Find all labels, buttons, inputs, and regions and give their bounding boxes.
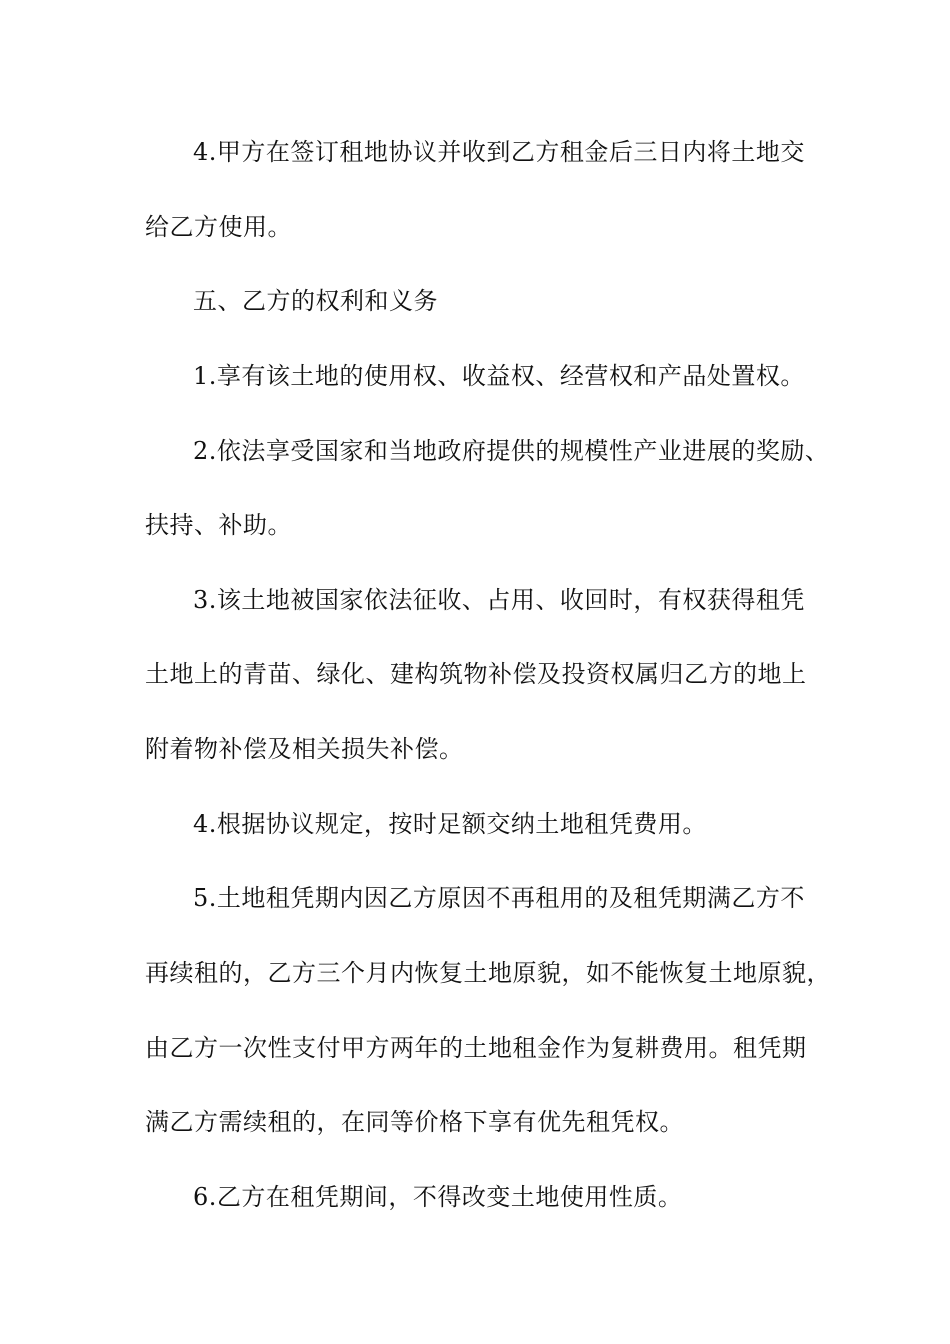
clause-2-line-1: 2.依法享受国家和当地政府提供的规模性产业进展的奖励、: [193, 437, 830, 465]
clause-4-line-2: 给乙方使用。: [145, 213, 292, 241]
clause-6-line-1: 6.乙方在租凭期间，不得改变土地使用性质。: [193, 1183, 683, 1211]
clause-4-line-1: 4.甲方在签订租地协议并收到乙方租金后三日内将土地交: [193, 138, 805, 166]
clause-1-line-1: 1.享有该土地的使用权、收益权、经营权和产品处置权。: [193, 362, 805, 390]
clause-3-line-1: 3.该土地被国家依法征收、占用、收回时，有权获得租凭: [193, 586, 805, 614]
clause-3-line-3: 附着物补偿及相关损失补偿。: [145, 735, 464, 763]
section-heading: 五、乙方的权利和义务: [193, 287, 438, 315]
clause-5-line-4: 满乙方需续租的，在同等价格下享有优先租凭权。: [145, 1108, 684, 1136]
clause-4b-line-1: 4.根据协议规定，按时足额交纳土地租凭费用。: [193, 810, 707, 838]
clause-2-line-2: 扶持、补助。: [145, 511, 292, 539]
clause-5-line-2: 再续租的，乙方三个月内恢复土地原貌，如不能恢复土地原貌，: [145, 959, 831, 987]
clause-5-line-3: 由乙方一次性支付甲方两年的土地租金作为复耕费用。租凭期: [145, 1034, 807, 1062]
clause-3-line-2: 土地上的青苗、绿化、建构筑物补偿及投资权属归乙方的地上: [145, 660, 807, 688]
clause-5-line-1: 5.土地租凭期内因乙方原因不再租用的及租凭期满乙方不: [193, 884, 805, 912]
